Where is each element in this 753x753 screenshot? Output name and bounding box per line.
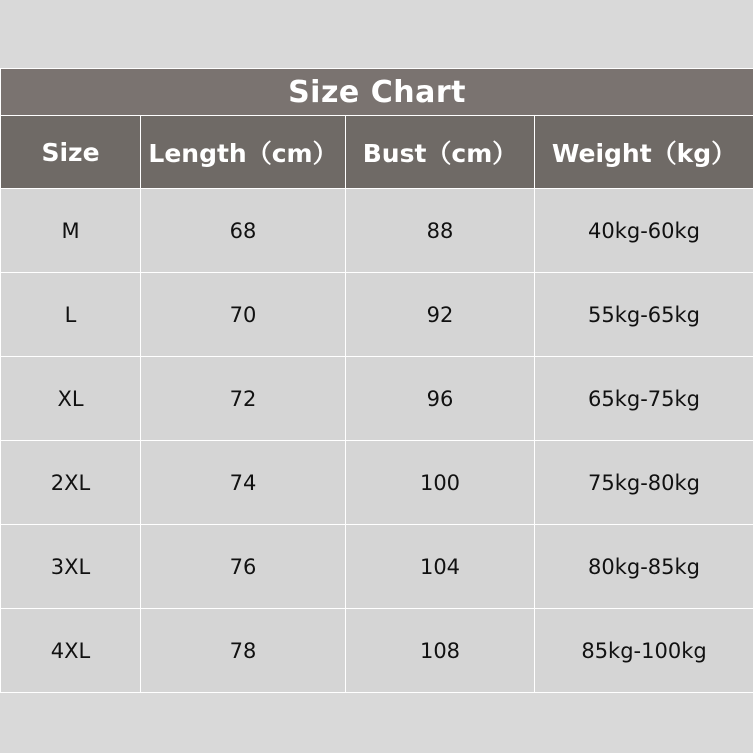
cell-bust: 100 (346, 441, 535, 525)
cell-weight: 80kg-85kg (535, 525, 753, 609)
column-header-weight: Weight（kg） (535, 116, 753, 189)
header-row (1, 116, 753, 189)
cell-weight: 75kg-80kg (535, 441, 753, 525)
chart-title: Size Chart (1, 69, 753, 116)
cell-size: 4XL (1, 609, 141, 693)
column-header-size: Size (1, 116, 141, 189)
top-spacer (0, 0, 753, 68)
cell-weight: 40kg-60kg (535, 189, 753, 273)
table-row (1, 357, 753, 441)
cell-bust: 108 (346, 609, 535, 693)
cell-length: 70 (141, 273, 346, 357)
cell-size: 2XL (1, 441, 141, 525)
table-row (1, 609, 753, 693)
cell-bust: 104 (346, 525, 535, 609)
cell-size: L (1, 273, 141, 357)
cell-length: 68 (141, 189, 346, 273)
cell-length: 74 (141, 441, 346, 525)
cell-length: 78 (141, 609, 346, 693)
cell-bust: 96 (346, 357, 535, 441)
cell-length: 76 (141, 525, 346, 609)
table-row (1, 525, 753, 609)
table-row (1, 189, 753, 273)
title-row (1, 69, 753, 116)
size-chart-container (0, 68, 753, 693)
cell-bust: 92 (346, 273, 535, 357)
cell-size: 3XL (1, 525, 141, 609)
size-chart-table (0, 68, 753, 693)
column-header-length: Length（cm） (141, 116, 346, 189)
column-header-bust: Bust（cm） (346, 116, 535, 189)
cell-weight: 85kg-100kg (535, 609, 753, 693)
table-row (1, 441, 753, 525)
bottom-spacer (0, 693, 753, 753)
cell-bust: 88 (346, 189, 535, 273)
table-row (1, 273, 753, 357)
cell-length: 72 (141, 357, 346, 441)
cell-weight: 65kg-75kg (535, 357, 753, 441)
cell-size: XL (1, 357, 141, 441)
cell-weight: 55kg-65kg (535, 273, 753, 357)
cell-size: M (1, 189, 141, 273)
